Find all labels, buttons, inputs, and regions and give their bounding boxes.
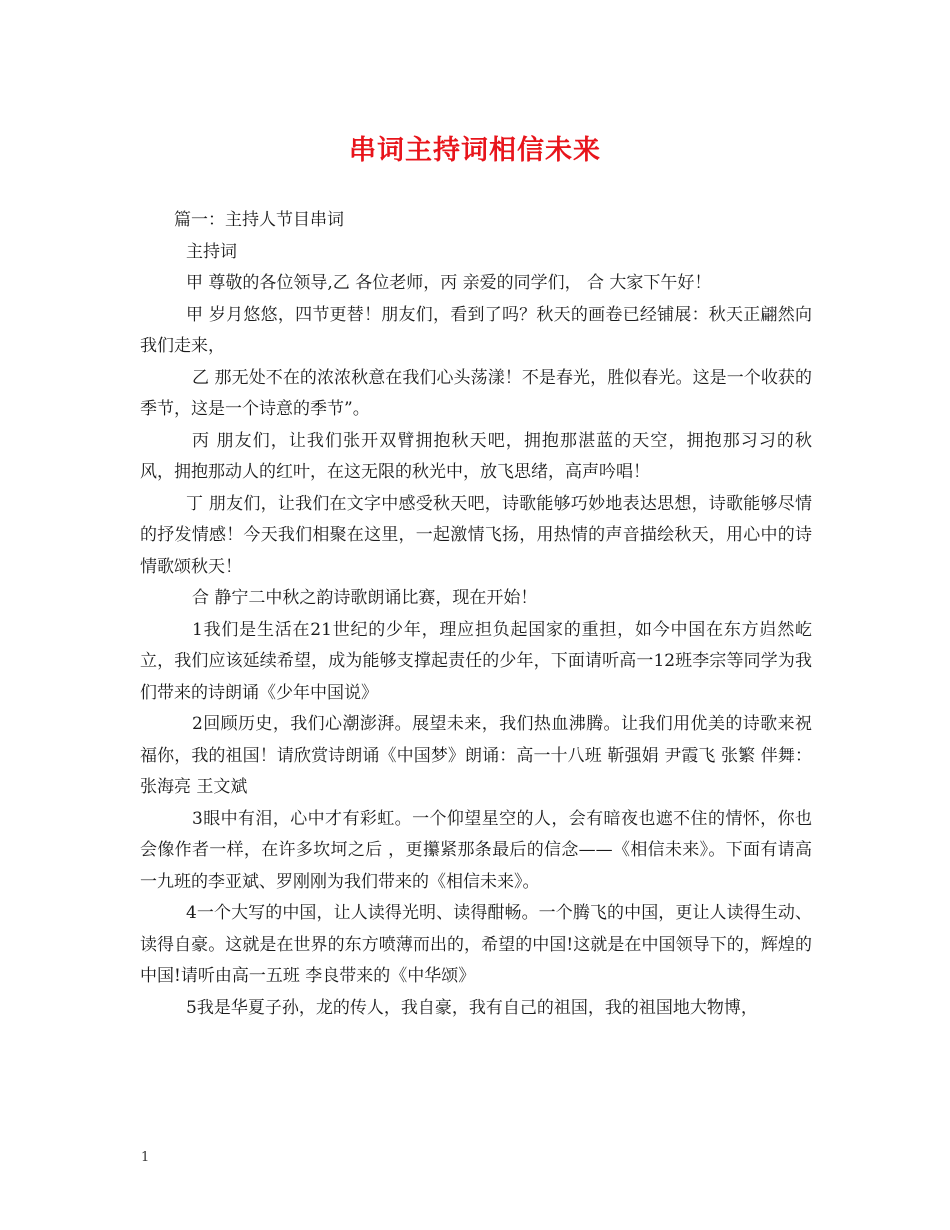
paragraph-program-4: 4一个大写的中国，让人读得光明、读得酣畅。一个腾飞的中国，更让人读得生动、读得自豪。这就是在世界的东方喷薄而出的，希望的中国!这就是在中国领导下的，辉煌的中国!请听由高一五班 李良带来的《中华颂》 — [140, 903, 812, 986]
paragraph-host-ding: 丁 朋友们，让我们在文字中感受秋天吧，诗歌能够巧妙地表达思想，诗歌能够尽情的抒发情感！今天我们相聚在这里，一起激情飞扬，用热情的声音描绘秋天，用心中的诗情歌颂秋天！ — [140, 493, 812, 577]
document-title: 串词主持词相信未来 — [349, 135, 601, 166]
paragraph-host-words-label: 主持词 — [186, 241, 237, 262]
paragraph-program-5: 5我是华夏子孙，龙的传人，我自豪，我有自己的祖国，我的祖国地大物博， — [186, 997, 758, 1018]
page-number: 1 — [141, 1150, 150, 1165]
paragraph-program-2: 2回顾历史，我们心潮澎湃。展望未来，我们热血沸腾。让我们用优美的诗歌来祝福你，我的祖国！请欣赏诗朗诵《中国梦》朗诵：高一十八班 靳强娟 尹霞飞 张繁 伴舞：张海亮 王文斌 — [140, 714, 812, 797]
paragraph-program-1: 1我们是生活在21世纪的少年，理应担负起国家的重担，如今中国在东方岿然屹立，我们应该延续希望，成为能够支撑起责任的少年，下面请听高一12班李宗等同学为我们带来的诗朗诵《少年中国说》 — [140, 619, 812, 703]
paragraph-host-jia: 甲 岁月悠悠，四节更替！朋友们，看到了吗？秋天的画卷已经铺展：秋天正翩然向我们走来， — [140, 304, 812, 356]
paragraph-program-3: 3眼中有泪，心中才有彩虹。一个仰望星空的人，会有暗夜也遮不住的情怀，你也会像作者一样，在许多坎坷之后 ，更攥紧那条最后的信念——《相信未来》。下面有请高一九班的李亚斌、罗刚刚为我们带来的《相信未来》。 — [140, 808, 812, 892]
document-body — [140, 205, 812, 1024]
paragraph-greeting: 甲 尊敬的各位领导,乙 各位老师，丙 亲爱的同学们， 合 大家下午好！ — [186, 273, 712, 293]
paragraph-host-bing: 丙 朋友们，让我们张开双臂拥抱秋天吧，拥抱那湛蓝的天空，拥抱那习习的秋 风，拥抱那动人的红叶，在这无限的秋光中，放飞思绪，高声吟唱！ — [140, 430, 812, 482]
paragraph-host-he: 合 静宁二中秋之韵诗歌朗诵比赛，现在开始！ — [192, 588, 538, 608]
paragraph-section-heading: 篇一：主持人节目串词 — [174, 210, 344, 230]
paragraph-host-yi: 乙 那无处不在的浓浓秋意在我们心头荡漾！不是春光，胜似春光。这是一个收获的季节，这是一个诗意的季节”。 — [140, 367, 812, 419]
